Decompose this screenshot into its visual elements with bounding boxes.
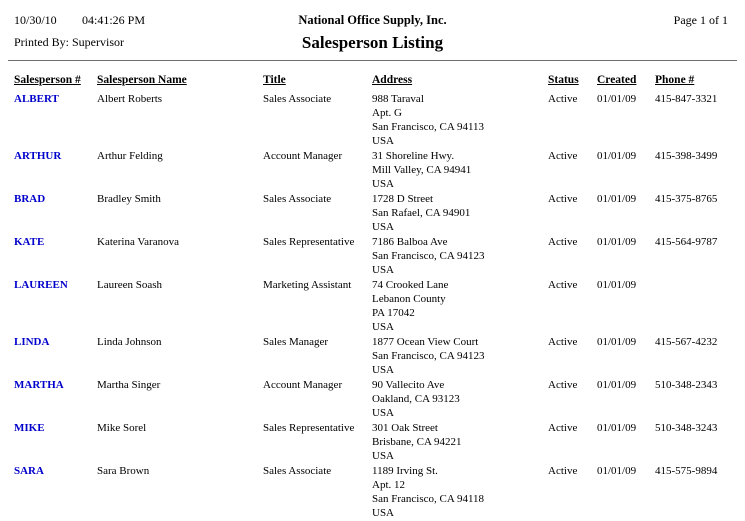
- salesperson-name-cell: Bradley Smith: [97, 193, 161, 205]
- address-line: San Francisco, CA 94113: [372, 121, 485, 133]
- salesperson-status-cell: Active: [548, 422, 578, 434]
- salesperson-row: [14, 149, 745, 192]
- address-line: 301 Oak Street: [372, 422, 438, 434]
- salesperson-phone-cell: 510-348-3243: [655, 422, 718, 434]
- salesperson-id-link[interactable]: LINDA: [14, 336, 50, 348]
- address-line: USA: [372, 178, 395, 190]
- salesperson-title-cell: Sales Associate: [263, 93, 332, 105]
- salesperson-id-cell: [14, 464, 97, 521]
- salesperson-phone-cell: 415-847-3321: [655, 93, 718, 105]
- address-line: San Francisco, CA 94123: [372, 250, 485, 262]
- salesperson-id-cell: [14, 278, 97, 335]
- salesperson-status-cell: Active: [548, 465, 578, 477]
- salesperson-row: [14, 235, 745, 278]
- salesperson-created-cell: 01/01/09: [597, 336, 637, 348]
- col-header-title: Title: [263, 74, 286, 86]
- salesperson-name-cell: Katerina Varanova: [97, 236, 179, 248]
- salesperson-address-cell: [372, 192, 548, 235]
- salesperson-status-cell: Active: [548, 93, 578, 105]
- col-header-status: Status: [548, 74, 579, 86]
- address-line: San Francisco, CA 94118: [372, 493, 485, 505]
- address-line: Oakland, CA 93123: [372, 393, 460, 405]
- salesperson-id-cell: [14, 421, 97, 464]
- salesperson-title-cell: Sales Representative: [263, 236, 355, 248]
- salesperson-address-cell: [372, 421, 548, 464]
- salesperson-id-link[interactable]: BRAD: [14, 193, 46, 205]
- salesperson-address-cell: [372, 278, 548, 335]
- page-indicator: Page 1 of 1: [673, 13, 728, 27]
- address-line: USA: [372, 135, 395, 147]
- address-line: 1189 Irving St.: [372, 465, 438, 477]
- salesperson-name-cell: Sara Brown: [97, 465, 150, 477]
- salesperson-created-cell: 01/01/09: [597, 279, 637, 291]
- print-date: 10/30/10: [14, 13, 57, 27]
- salesperson-address-cell: [372, 149, 548, 192]
- salesperson-id-link[interactable]: SARA: [14, 465, 44, 477]
- salesperson-id-link[interactable]: ALBERT: [14, 93, 59, 105]
- salesperson-phone-cell: 415-375-8765: [655, 193, 718, 205]
- col-header-phone: Phone #: [655, 74, 695, 86]
- salesperson-id-cell: [14, 235, 97, 278]
- salesperson-row: [14, 92, 745, 149]
- salesperson-id-cell: [14, 192, 97, 235]
- salesperson-name-cell: Albert Roberts: [97, 93, 163, 105]
- salesperson-address-cell: [372, 335, 548, 378]
- address-line: USA: [372, 321, 395, 333]
- salesperson-address-cell: [372, 464, 548, 521]
- salesperson-status-cell: Active: [548, 379, 578, 391]
- table-header-row: [14, 74, 745, 92]
- address-line: Mill Valley, CA 94941: [372, 164, 472, 176]
- salesperson-id-link[interactable]: LAUREEN: [14, 279, 68, 291]
- salesperson-created-cell: 01/01/09: [597, 379, 637, 391]
- salesperson-row: [14, 335, 745, 378]
- salesperson-row: [14, 378, 745, 421]
- salesperson-table: [14, 74, 745, 521]
- address-line: PA 17042: [372, 307, 415, 319]
- salesperson-created-cell: 01/01/09: [597, 236, 637, 248]
- salesperson-name-cell: Mike Sorel: [97, 422, 147, 434]
- salesperson-address-cell: [372, 378, 548, 421]
- col-header-address: Address: [372, 74, 413, 86]
- address-line: 1728 D Street: [372, 193, 434, 205]
- salesperson-id-link[interactable]: MIKE: [14, 422, 45, 434]
- address-line: USA: [372, 407, 395, 419]
- salesperson-title-cell: Marketing Assistant: [263, 279, 352, 291]
- address-line: San Francisco, CA 94123: [372, 350, 485, 362]
- salesperson-name-cell: Arthur Felding: [97, 150, 163, 162]
- printed-by: Printed By: Supervisor: [14, 35, 124, 49]
- salesperson-phone-cell: [655, 278, 745, 335]
- report-title: Salesperson Listing: [301, 33, 444, 52]
- col-header-salesperson-name: Salesperson Name: [97, 74, 187, 86]
- address-line: 74 Crooked Lane: [372, 279, 449, 291]
- address-line: Brisbane, CA 94221: [372, 436, 462, 448]
- print-time: 04:41:26 PM: [82, 13, 146, 27]
- salesperson-created-cell: 01/01/09: [597, 150, 637, 162]
- salesperson-address-cell: [372, 92, 548, 149]
- salesperson-row: [14, 421, 745, 464]
- company-name: National Office Supply, Inc.: [298, 13, 447, 27]
- salesperson-status-cell: Active: [548, 336, 578, 348]
- address-line: 988 Taraval: [372, 93, 424, 105]
- salesperson-row: [14, 464, 745, 521]
- salesperson-name-cell: Martha Singer: [97, 379, 161, 391]
- address-line: USA: [372, 221, 395, 233]
- salesperson-title-cell: Account Manager: [263, 379, 343, 391]
- salesperson-phone-cell: 510-348-2343: [655, 379, 718, 391]
- salesperson-title-cell: Sales Manager: [263, 336, 329, 348]
- address-line: Apt. 12: [372, 479, 405, 491]
- salesperson-id-cell: [14, 378, 97, 421]
- salesperson-id-link[interactable]: KATE: [14, 236, 45, 248]
- salesperson-phone-cell: 415-398-3499: [655, 150, 718, 162]
- salesperson-status-cell: Active: [548, 236, 578, 248]
- salesperson-title-cell: Account Manager: [263, 150, 343, 162]
- address-line: San Rafael, CA 94901: [372, 207, 471, 219]
- address-line: 31 Shoreline Hwy.: [372, 150, 455, 162]
- salesperson-created-cell: 01/01/09: [597, 465, 637, 477]
- col-header-salesperson-id: Salesperson #: [14, 74, 81, 86]
- salesperson-status-cell: Active: [548, 279, 578, 291]
- salesperson-phone-cell: 415-564-9787: [655, 236, 718, 248]
- salesperson-id-cell: [14, 335, 97, 378]
- salesperson-phone-cell: 415-575-9894: [655, 465, 718, 477]
- address-line: 7186 Balboa Ave: [372, 236, 448, 248]
- salesperson-status-cell: Active: [548, 150, 578, 162]
- salesperson-title-cell: Sales Representative: [263, 422, 355, 434]
- salesperson-name-cell: Linda Johnson: [97, 336, 162, 348]
- salesperson-name-cell: Laureen Soash: [97, 279, 163, 291]
- address-line: 90 Vallecito Ave: [372, 379, 445, 391]
- address-line: USA: [372, 450, 395, 462]
- address-line: USA: [372, 364, 395, 376]
- salesperson-id-cell: [14, 149, 97, 192]
- salesperson-created-cell: 01/01/09: [597, 422, 637, 434]
- salesperson-title-cell: Sales Associate: [263, 193, 332, 205]
- salesperson-created-cell: 01/01/09: [597, 93, 637, 105]
- address-line: Lebanon County: [372, 293, 446, 305]
- salesperson-row: [14, 192, 745, 235]
- address-line: 1877 Ocean View Court: [372, 336, 479, 348]
- address-line: USA: [372, 507, 395, 519]
- salesperson-address-cell: [372, 235, 548, 278]
- salesperson-id-link[interactable]: MARTHA: [14, 379, 64, 391]
- salesperson-table-body: [14, 92, 745, 521]
- salesperson-phone-cell: 415-567-4232: [655, 336, 718, 348]
- salesperson-title-cell: Sales Associate: [263, 465, 332, 477]
- col-header-created: Created: [597, 74, 637, 86]
- salesperson-status-cell: Active: [548, 193, 578, 205]
- salesperson-created-cell: 01/01/09: [597, 193, 637, 205]
- address-line: USA: [372, 264, 395, 276]
- header-divider: [8, 60, 737, 61]
- salesperson-id-cell: [14, 92, 97, 149]
- salesperson-id-link[interactable]: ARTHUR: [14, 150, 62, 162]
- address-line: Apt. G: [372, 107, 402, 119]
- salesperson-row: [14, 278, 745, 335]
